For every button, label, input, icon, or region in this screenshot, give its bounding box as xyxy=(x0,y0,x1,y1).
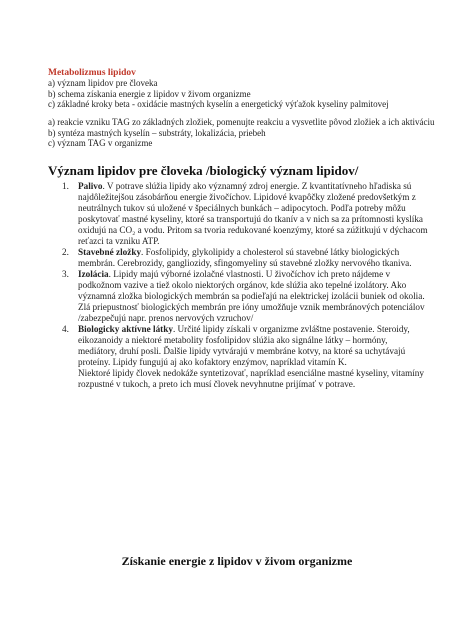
bottom-heading: Získanie energie z lipidov v živom organizme xyxy=(121,554,353,568)
item-keyword: Stavebné zložky xyxy=(78,247,142,257)
topic-item: c) význam TAG v organizme xyxy=(48,138,153,148)
topic-item: a) reakcie vzniku TAG zo základných zložiek, pomenujte reakciu a vysvetlite pôvod zložiek a ich aktiváciu xyxy=(48,117,435,127)
list-item xyxy=(48,324,428,390)
item-keyword: Izolácia xyxy=(78,269,109,279)
item-text: . V potrave slúžia lipidy ako významný zdroj energie. Z kvantitatívneho hľadiska sú najdôležitejšou zásobárňou energie živočíchov. Lipidové kvapôčky zložené predovšetkým z neutrálnych tukov sú uložené v špeciálnych bunkách – adipocytoch. Podľa potreby môžu poskytovať mastné kyseliny, ktoré sa transportujú do tkanív a v nich sa za prítomnosti kyslíka oxidujú na CO₂ a vodu. Pritom sa tvoria redukované koenzýmy, ktoré sa zúžitkujú v dýchacom reťazci ta vzniku ATP. xyxy=(78,181,428,246)
item-text: . Lipidy majú výborné izolačné vlastnosti. U živočíchov ich preto nájdeme v podkožnom vazive a tiež okolo niektorých orgánov, kde slúžia ako tepelné izolátory. Ako významná zložka biologických membrán sa podieľajú na elektrickej izolácii buniek od okolia. Zlá priepustnosť biologických membrán pre ióny umožňuje vznik membránových potenciálov /zabezpečujú napr. prenos nervových vzruchov/ xyxy=(78,269,425,323)
numbered-list xyxy=(48,181,428,390)
list-item xyxy=(48,269,428,324)
item-number: 1. xyxy=(62,181,69,191)
section-heading: Význam lipidov pre človeka /biologický význam lipidov/ xyxy=(48,163,359,178)
item-text: . Fosfolipidy, glykolipidy a cholesterol sú stavebné látky biologických membrán. Cerebrozidy, gangliozidy, sfingomyeliny sú stavebné zložky nervového tkaniva. xyxy=(78,247,412,268)
item-number: 4. xyxy=(62,324,69,334)
topic-list-a xyxy=(48,78,389,110)
topic-item: a) význam lipidov pre človeka xyxy=(48,78,158,88)
topic-list-b xyxy=(48,117,434,149)
document-title: Metabolizmus lipidov xyxy=(48,68,136,78)
topic-item: b) syntéza mastných kyselín – substráty, lokalizácia, priebeh xyxy=(48,127,266,138)
item-number: 2. xyxy=(62,247,69,257)
item-extra-text: Niektoré lipidy človek nedokáže syntetizovať, napríklad esenciálne mastné kyseliny, vitamíny rozpustné v tukoch, a preto ich musí človek nevyhnutne prijímať v potrave. xyxy=(78,368,424,389)
item-number: 3. xyxy=(62,269,69,279)
item-keyword: Palivo xyxy=(78,181,103,191)
topic-item: c) základné kroky beta - oxidácie mastných kyselín a energetický výťažok kyseliny palmitovej xyxy=(48,99,389,109)
list-item xyxy=(48,247,428,269)
topic-item: b) schema získania energie z lipidov v živom organizme xyxy=(48,88,251,99)
item-keyword: Biologicky aktívne látky xyxy=(78,324,173,334)
list-item xyxy=(48,181,428,247)
item-text: . Určité lipidy získali v organizme zvláštne postavenie. Steroidy, eikozanoidy a niektoré metabolity fosfolipidov slúžia ako signálne látky – hormóny, mediátory, druhí posli. Ďalšie lipidy vytvárajú v membráne kotvy, na ktoré sa uchytávajú proteíny. Lipidy fungujú aj ako kofaktory enzýmov, napríklad vitamín K. xyxy=(78,324,410,367)
